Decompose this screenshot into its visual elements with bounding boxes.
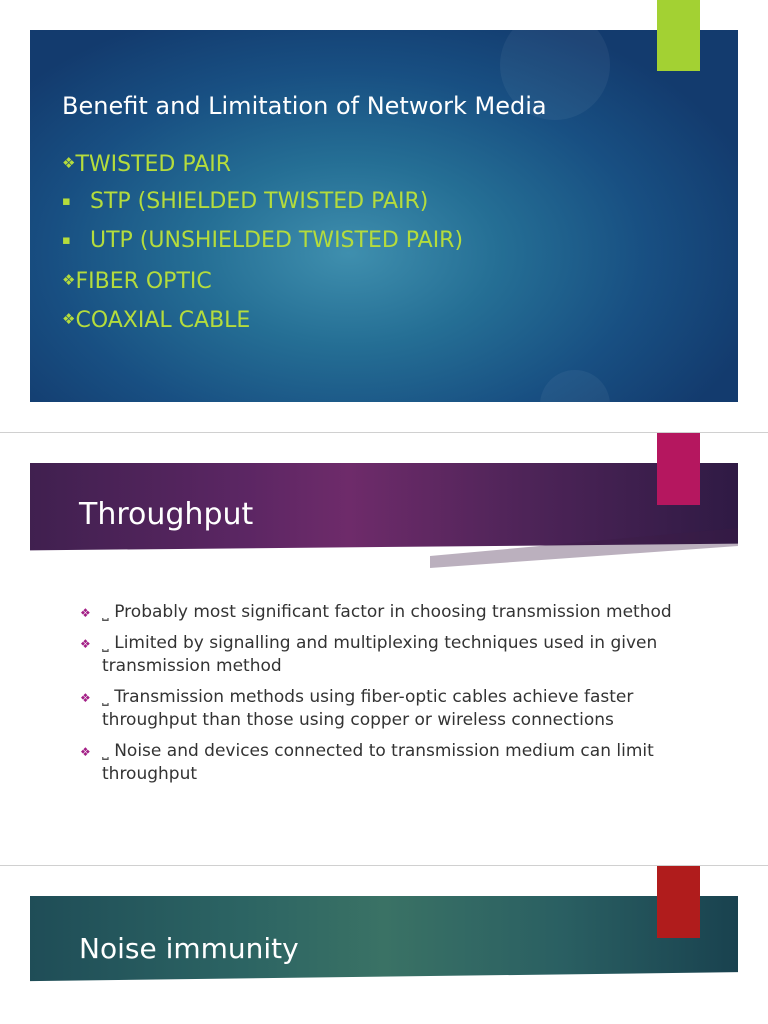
square-bullet-icon: ▪	[62, 233, 71, 248]
diamond-bullet-icon: ❖	[80, 637, 91, 651]
slide-divider	[0, 865, 768, 866]
slide-1-bullet-list	[62, 148, 463, 343]
diamond-bullet-icon: ❖	[80, 691, 91, 705]
list-item: ❖ ⎵ Transmission methods using fiber-optic cables achieve faster throughput than those using copper or wireless connections	[80, 687, 634, 730]
list-item: ❖ ⎵ Limited by signalling and multiplexing techniques used in given transmission method	[80, 633, 658, 676]
list-item: ❖ ⎵ Probably most significant factor in choosing transmission method	[80, 601, 680, 624]
slide-divider	[0, 432, 768, 433]
diamond-bullet-icon: ❖	[62, 271, 76, 289]
slide-1-title: Benefit and Limitation of Network Media	[62, 92, 547, 120]
list-item: ❖COAXIAL CABLE	[62, 304, 463, 343]
slide-3-title: Noise immunity	[79, 932, 299, 965]
slide-2-bullet-list	[80, 601, 680, 794]
diamond-bullet-icon: ❖	[62, 310, 76, 328]
list-item: ▪ UTP (UNSHIELDED TWISTED PAIR)	[62, 226, 463, 265]
slide-2-accent-tab	[657, 433, 700, 505]
list-item: ▪ STP (SHIELDED TWISTED PAIR)	[62, 187, 463, 226]
list-item: ❖ ⎵ Noise and devices connected to transmission medium can limit throughput	[80, 741, 654, 784]
diamond-bullet-icon: ❖	[80, 745, 91, 759]
list-item: ❖FIBER OPTIC	[62, 265, 463, 304]
slide-3-accent-tab	[657, 866, 700, 938]
diamond-bullet-icon: ❖	[80, 606, 91, 620]
diamond-bullet-icon: ❖	[62, 154, 76, 172]
square-bullet-icon: ▪	[62, 194, 71, 209]
slide-1-accent-tab	[657, 0, 700, 71]
list-item: ❖TWISTED PAIR	[62, 148, 463, 187]
bubble-decoration	[540, 370, 610, 402]
slide-2-title: Throughput	[79, 497, 254, 532]
